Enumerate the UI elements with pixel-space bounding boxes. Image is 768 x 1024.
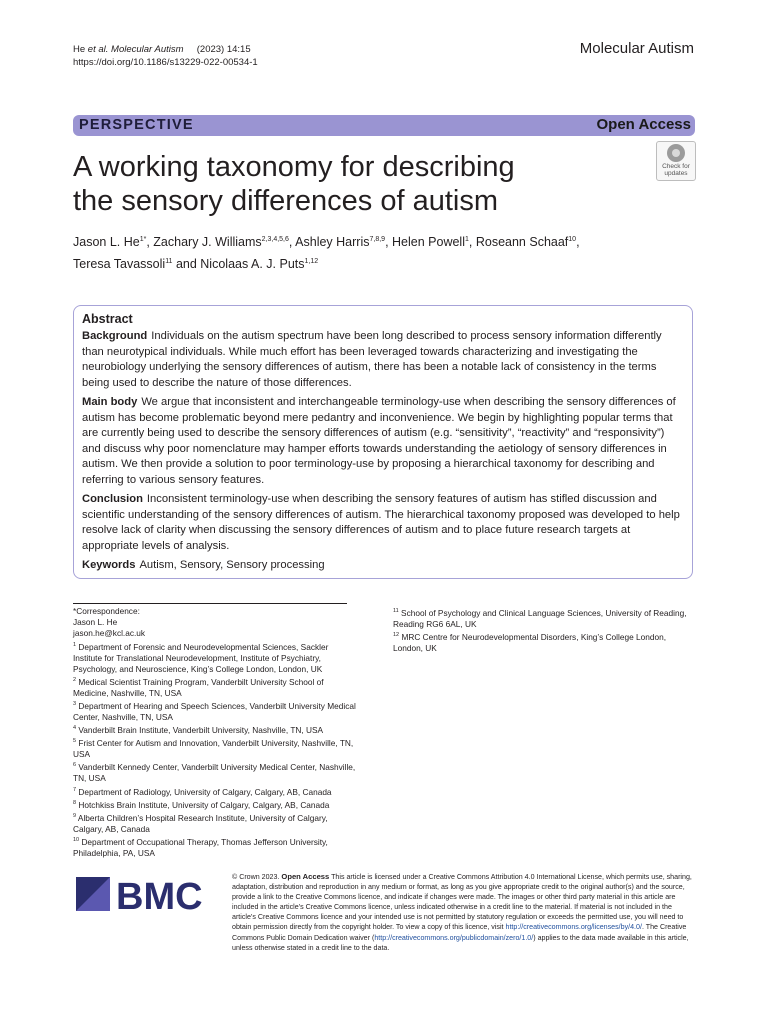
author-name: Roseann Schaaf: [475, 235, 569, 250]
author-name: Jason L. He: [73, 235, 140, 250]
affiliation: [73, 736, 358, 760]
abstract-heading: Abstract: [82, 312, 133, 326]
affiliation-number: 3: [73, 701, 77, 708]
author-name: Nicolaas A. J. Puts: [200, 257, 305, 272]
check-for-updates-icon: [667, 144, 685, 162]
affiliation-text: Hotchkiss Brain Institute, University of Calgary, Calgary, AB, Canada: [78, 799, 330, 810]
title-line-1: A working taxonomy for describing: [73, 151, 515, 183]
correspondence-label: *Correspondence:: [73, 606, 140, 616]
author-name: Teresa Tavassoli: [73, 257, 166, 272]
affiliation: [73, 798, 358, 811]
author-sep: ,: [576, 235, 580, 250]
bmc-logo-text: BMC: [116, 876, 203, 914]
affiliation: [73, 785, 358, 798]
bmc-logo-graphic: [76, 874, 216, 914]
author-name: Zachary J. Williams: [153, 235, 262, 250]
license-copyright: © Crown 2023.: [232, 873, 280, 881]
author-list: [73, 230, 593, 274]
affiliation-number: 12: [393, 632, 400, 639]
check-for-updates-text: [657, 163, 695, 177]
open-access-label: Open Access: [596, 116, 691, 133]
correspondence-email[interactable]: jason.he@kcl.ac.uk: [73, 628, 146, 639]
journal-name: Molecular Autism: [579, 40, 694, 57]
bmc-logo[interactable]: [76, 874, 216, 914]
affiliation: [73, 675, 358, 699]
citation-header: [73, 43, 258, 69]
author[interactable]: [153, 235, 289, 249]
author-name: Ashley Harris: [295, 235, 370, 250]
affiliation-number: 4: [73, 725, 77, 732]
license-statement: [232, 872, 692, 953]
author[interactable]: [73, 257, 172, 271]
affiliation: [393, 630, 693, 654]
license-mid: . The Creative Commons Public Domain Dedication waiver (: [232, 923, 687, 942]
affiliation-number: 10: [73, 836, 80, 843]
author[interactable]: [476, 235, 576, 249]
doi-link[interactable]: https://doi.org/10.1186/s13229-022-00534-1: [73, 57, 258, 68]
title-line-2: the sensory differences of autism: [73, 185, 499, 217]
author-sep: ,: [146, 235, 154, 250]
keywords-label: Keywords: [82, 559, 136, 571]
affiliation: [73, 835, 358, 859]
citation-authors: He: [73, 44, 88, 55]
citation-journal: et al. Molecular Autism: [87, 44, 184, 55]
conclusion-label: Conclusion: [82, 493, 143, 505]
author-affil: 1: [464, 236, 469, 243]
affiliation-text: Medical Scientist Training Program, Vanderbilt University School of Medicine, Nashville, TN, USA: [73, 676, 324, 698]
affiliation-text: MRC Centre for Neurodevelopmental Disorders, King’s College London, London, UK: [393, 631, 666, 654]
conclusion-text: Inconsistent terminology-use when describing the sensory features of autism has stifled discussion and scientific understanding of the sensory differences of autism. The hierarchical taxonomy proposed was developed to help resolve lack of clarity when discussing the sensory differences of autism and to place future research targets at appropriate levels of analysis.: [82, 493, 680, 552]
license-body: This article is licensed under a Creative Commons Attribution 4.0 International License, which permits use, sharing, adaptation, distribution and reproduction in any medium or format, as long as you give appropriate credit to the original author(s) and the source, provide a link to the Creative Commons licence, and indicate if changes were made. The images or other third party material in this article are included in the article’s Creative Commons licence, unless indicated otherwise in a credit line to the material. If material is not included in the article’s Creative Commons licence and your intended use is not permitted by statutory regulation or exceeds the permitted use, you will need to obtain permission directly from the copyright holder. To view a copy of this licence, visit: [232, 873, 692, 932]
author-affil: 1,12: [304, 258, 319, 266]
affiliation-number: 7: [73, 786, 77, 793]
abstract-conclusion: [82, 492, 684, 554]
author-affil: 10: [568, 236, 577, 243]
affiliation-number: 9: [73, 812, 77, 819]
affiliation-text: Vanderbilt Brain Institute, Vanderbilt University, Nashville, TN, USA: [78, 725, 324, 736]
affiliation-text: Department of Radiology, University of Calgary, Calgary, AB, Canada: [78, 786, 332, 797]
affiliation: [73, 723, 358, 736]
affiliation-number: 6: [73, 762, 77, 769]
check-updates-line2: updates: [664, 170, 688, 177]
author-affil: 7,8,9: [369, 236, 386, 243]
footnotes-right: [393, 606, 693, 654]
affiliation-text: Alberta Children’s Hospital Research Institute, University of Calgary, Calgary, AB, Canada: [73, 812, 328, 834]
footnotes-left: [73, 606, 358, 859]
affiliation: [73, 699, 358, 723]
author-sep: ,: [288, 235, 296, 250]
background-label: Background: [82, 330, 148, 342]
abstract-background: [82, 329, 684, 391]
abstract-main-body: [82, 395, 684, 488]
author-affil: 1*: [139, 236, 147, 243]
abstract-box: [73, 305, 693, 579]
main-body-text: We argue that inconsistent and interchangeable terminology-use when describing the sensory differences of autism has become problematic beyond mere pedantry and inconvenience. We begin by highlighting popular terms that are currently being used to describe the sensory differences of autism (e.g. “sensitivity”, “reactivity” and “responsivity”) and discuss why poor nomenclature may hamper efforts towards understanding the aetiology of sensory differences in autism. We then provide a solution to poor terminology-use by proposing a hierarchical taxonomy for describing and referring to various sensory features.: [82, 396, 676, 486]
affiliation-number: 2: [73, 676, 77, 683]
affiliation-number: 11: [393, 608, 399, 614]
affiliation-number: 8: [73, 799, 77, 806]
author[interactable]: [295, 235, 385, 249]
license-end: ) applies to the data made available in this article, unless otherwise stated in a credit line to the data.: [232, 933, 689, 952]
main-body-label: Main body: [82, 396, 138, 408]
correspondence-name: Jason L. He: [73, 617, 118, 628]
affiliation-text: School of Psychology and Clinical Language Sciences, University of Reading, Reading RG6 6AL, UK: [393, 607, 687, 629]
citation-line: [73, 43, 258, 56]
author-sep: ,: [468, 235, 476, 250]
keywords-text: Autism, Sensory, Sensory processing: [139, 559, 325, 571]
check-for-updates-button[interactable]: [656, 141, 696, 181]
affiliation: [73, 811, 358, 835]
license-link-by[interactable]: http://creativecommons.org/licenses/by/4.0/: [505, 923, 642, 932]
author-sep: and: [172, 257, 201, 272]
affiliation: [73, 760, 358, 784]
license-link-zero[interactable]: http://creativecommons.org/publicdomain/zero/1.0/: [374, 933, 534, 942]
check-updates-line1: Check for: [662, 163, 690, 170]
affiliation-text: Department of Occupational Therapy, Thomas Jefferson University, Philadelphia, PA, USA: [73, 836, 328, 858]
author[interactable]: [73, 235, 146, 249]
affiliation-text: Department of Hearing and Speech Sciences, Vanderbilt University Medical Center, Nashville, TN, USA: [73, 700, 356, 723]
license-open-access: Open Access: [281, 872, 330, 881]
article-type-label: PERSPECTIVE: [79, 117, 194, 133]
author[interactable]: [392, 235, 469, 249]
affiliation-text: Vanderbilt Kennedy Center, Vanderbilt University Medical Center, Nashville, TN, USA: [73, 762, 356, 784]
abstract-keywords: [82, 558, 684, 574]
article-title: [73, 150, 633, 218]
author-sep: ,: [385, 235, 393, 250]
affiliation-number: 5: [73, 738, 77, 745]
author[interactable]: [200, 257, 318, 271]
background-text: Individuals on the autism spectrum have been long described to process sensory information differently than neurotypical individuals. While much effort has been leveraged towards characterizing and investigating the neurobiology underlying the sensory differences of autism, there has been a notable lack of consistency in the terms being used to describe the nature of those differences.: [82, 330, 662, 389]
author-affil: 11: [165, 258, 173, 266]
affiliation: [393, 606, 693, 630]
affiliation-text: Department of Forensic and Neurodevelopmental Sciences, Sackler Institute for Translational Neurodevelopment, Institute of Psychiatry, Psychology, and Neuroscience, King’s College London, London, UK: [73, 641, 329, 674]
affiliation: [73, 640, 358, 675]
affiliation-number: 1: [73, 641, 77, 648]
article-type-banner: [73, 115, 695, 136]
affiliation-text: Frist Center for Autism and Innovation, Vanderbilt University, Nashville, TN, USA: [73, 738, 354, 760]
author-name: Helen Powell: [392, 235, 465, 250]
author-affil: 2,3,4,5,6: [261, 236, 289, 243]
footnote-divider: [73, 603, 347, 604]
citation-year: (2023) 14:15: [196, 44, 251, 55]
